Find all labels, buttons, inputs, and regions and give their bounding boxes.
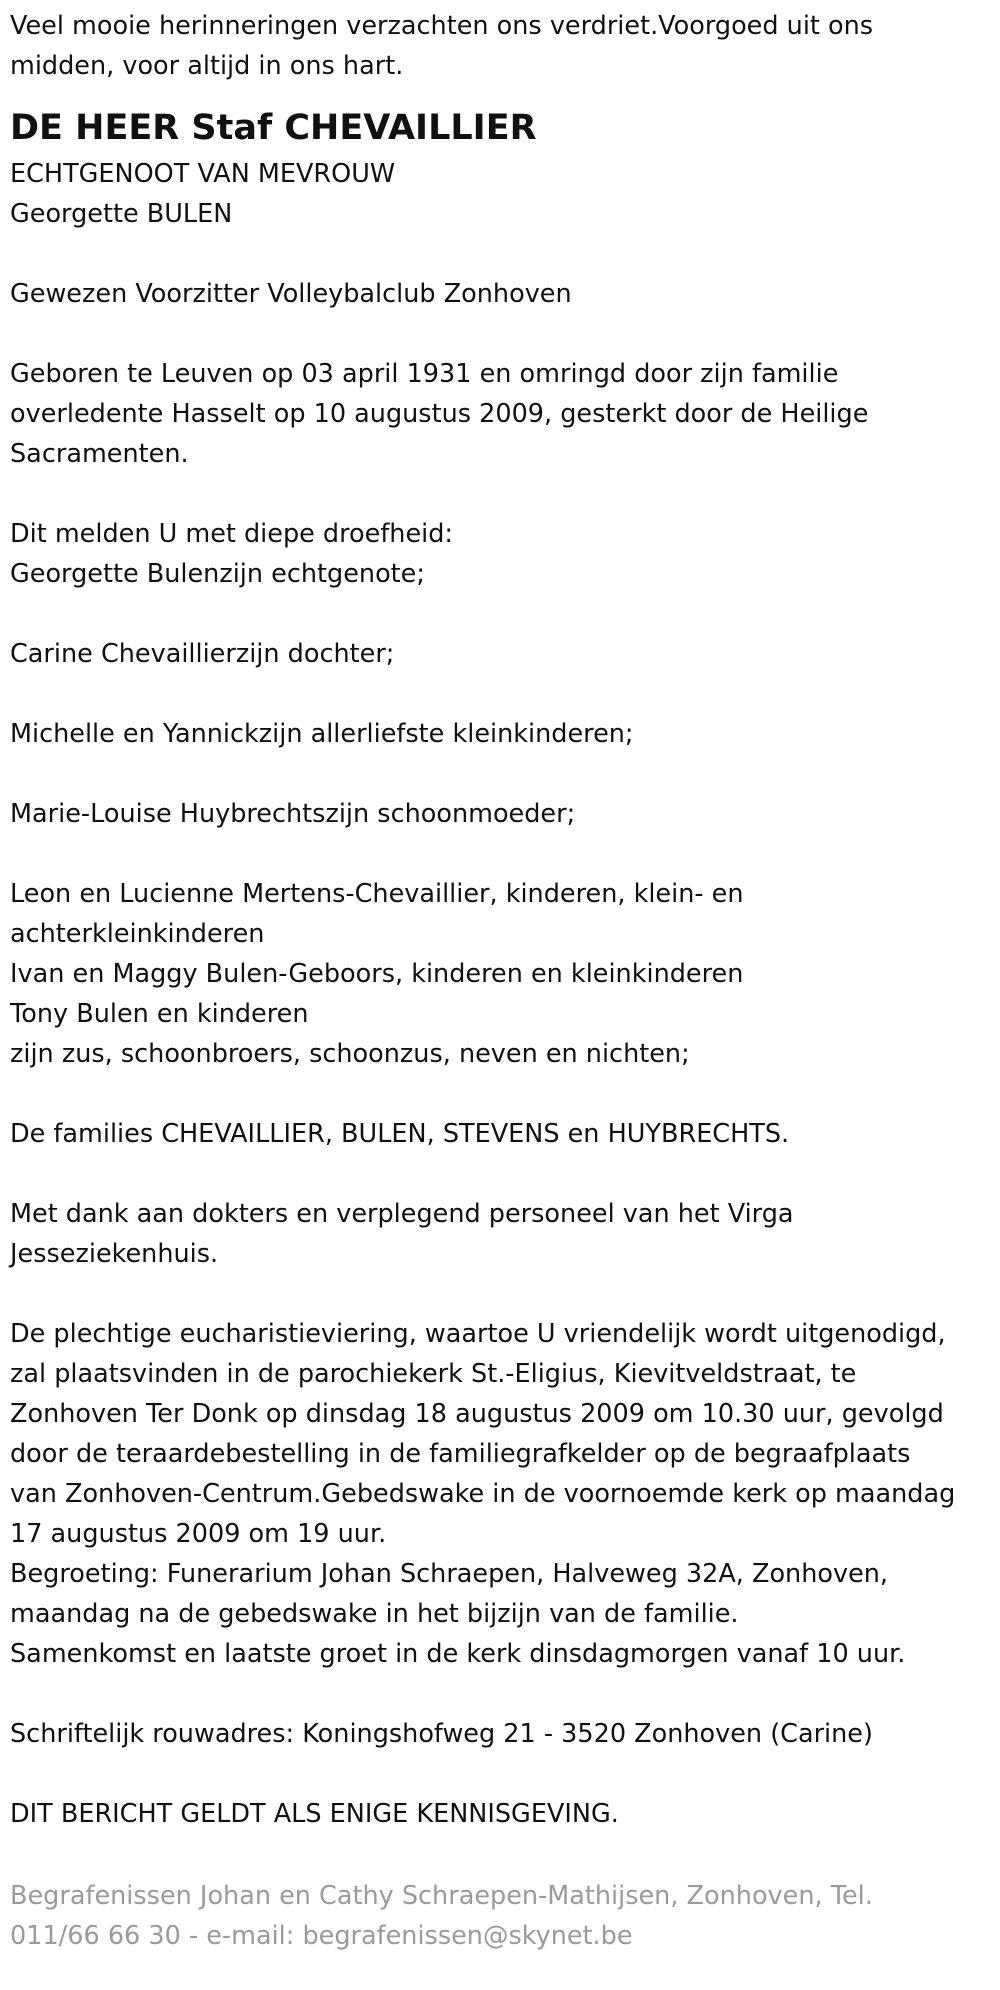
- birth-death-line: Geboren te Leuven op 03 april 1931 en omringd door zijn familie: [10, 359, 839, 389]
- intro-line: Veel mooie herinneringen verzachten ons verdriet.Voorgoed uit ons: [10, 11, 874, 41]
- thanks-line: Met dank aan dokters en verplegend personeel van het Virga: [10, 1199, 794, 1229]
- ceremony-line: Zonhoven Ter Donk op dinsdag 18 augustus 2009 om 10.30 uur, gevolgd: [10, 1399, 944, 1429]
- spacer: [10, 474, 970, 514]
- spouse-line: ECHTGENOOT VAN MEVROUW: [10, 159, 396, 189]
- birth-death-block: [10, 354, 970, 474]
- announcement-line: Dit melden U met diepe droefheid:: [10, 519, 454, 549]
- intro-line: midden, voor altijd in ons hart.: [10, 51, 404, 81]
- spacer: [10, 754, 970, 794]
- spacer: [10, 1074, 970, 1114]
- ceremony-block: [10, 1314, 970, 1674]
- notice-line: DIT BERICHT GELDT ALS ENIGE KENNISGEVING.: [10, 1799, 619, 1829]
- spacer: [10, 594, 970, 634]
- daughter-line: Carine Chevaillierzijn dochter;: [10, 639, 395, 669]
- spouse-block: [10, 154, 970, 234]
- address-line: Schriftelijk rouwadres: Koningshofweg 21 - 3520 Zonhoven (Carine): [10, 1719, 873, 1749]
- relatives-line: Leon en Lucienne Mertens-Chevaillier, kinderen, klein- en: [10, 879, 744, 909]
- role-line: Gewezen Voorzitter Volleybalclub Zonhoven: [10, 279, 572, 309]
- ceremony-line: De plechtige eucharistieviering, waartoe U vriendelijk wordt uitgenodigd,: [10, 1319, 946, 1349]
- relatives-line: Tony Bulen en kinderen: [10, 999, 309, 1029]
- spacer: [10, 234, 970, 274]
- relatives-line: achterkleinkinderen: [10, 919, 265, 949]
- spouse-line: Georgette BULEN: [10, 199, 233, 229]
- families-line: De families CHEVAILLIER, BULEN, STEVENS en HUYBRECHTS.: [10, 1119, 790, 1149]
- relatives-line: zijn zus, schoonbroers, schoonzus, neven en nichten;: [10, 1039, 690, 1069]
- spacer: [10, 1834, 970, 1874]
- spacer: [10, 674, 970, 714]
- ceremony-line: zal plaatsvinden in de parochiekerk St.-Eligius, Kievitveldstraat, te: [10, 1359, 857, 1389]
- announcement-line: Georgette Bulenzijn echtgenote;: [10, 559, 425, 589]
- mother-in-law-line: Marie-Louise Huybrechtszijn schoonmoeder;: [10, 799, 576, 829]
- ceremony-line: Begroeting: Funerarium Johan Schraepen, Halveweg 32A, Zonhoven,: [10, 1559, 889, 1589]
- birth-death-line: Sacramenten.: [10, 439, 189, 469]
- spacer: [10, 1154, 970, 1194]
- ceremony-line: door de teraardebestelling in de familiegrafkelder op de begraafplaats: [10, 1439, 911, 1469]
- spacer: [10, 834, 970, 874]
- spacer: [10, 1754, 970, 1794]
- relatives-block: [10, 874, 970, 1074]
- intro-quote: [10, 6, 970, 86]
- birth-death-line: overledente Hasselt op 10 augustus 2009, gesterkt door de Heilige: [10, 399, 869, 429]
- thanks-block: [10, 1194, 970, 1274]
- ceremony-line: van Zonhoven-Centrum.Gebedswake in de voornoemde kerk op maandag: [10, 1479, 956, 1509]
- announcement-block: [10, 514, 970, 594]
- footer-line: 011/66 66 30 - e-mail: begrafenissen@skynet.be: [10, 1921, 633, 1951]
- ceremony-line: 17 augustus 2009 om 19 uur.: [10, 1519, 387, 1549]
- spacer: [10, 314, 970, 354]
- spacer: [10, 1274, 970, 1314]
- ceremony-line: maandag na de gebedswake in het bijzijn van de familie.: [10, 1599, 739, 1629]
- relatives-line: Ivan en Maggy Bulen-Geboors, kinderen en kleinkinderen: [10, 959, 744, 989]
- footer-line: Begrafenissen Johan en Cathy Schraepen-Mathijsen, Zonhoven, Tel.: [10, 1881, 873, 1911]
- thanks-line: Jesseziekenhuis.: [10, 1239, 219, 1269]
- spacer: [10, 1674, 970, 1714]
- grandchildren-line: Michelle en Yannickzijn allerliefste kleinkinderen;: [10, 719, 634, 749]
- deceased-name: DE HEER Staf CHEVAILLIER: [10, 108, 537, 148]
- ceremony-line: Samenkomst en laatste groet in de kerk dinsdagmorgen vanaf 10 uur.: [10, 1639, 906, 1669]
- funeral-home-footer: [10, 1876, 970, 1956]
